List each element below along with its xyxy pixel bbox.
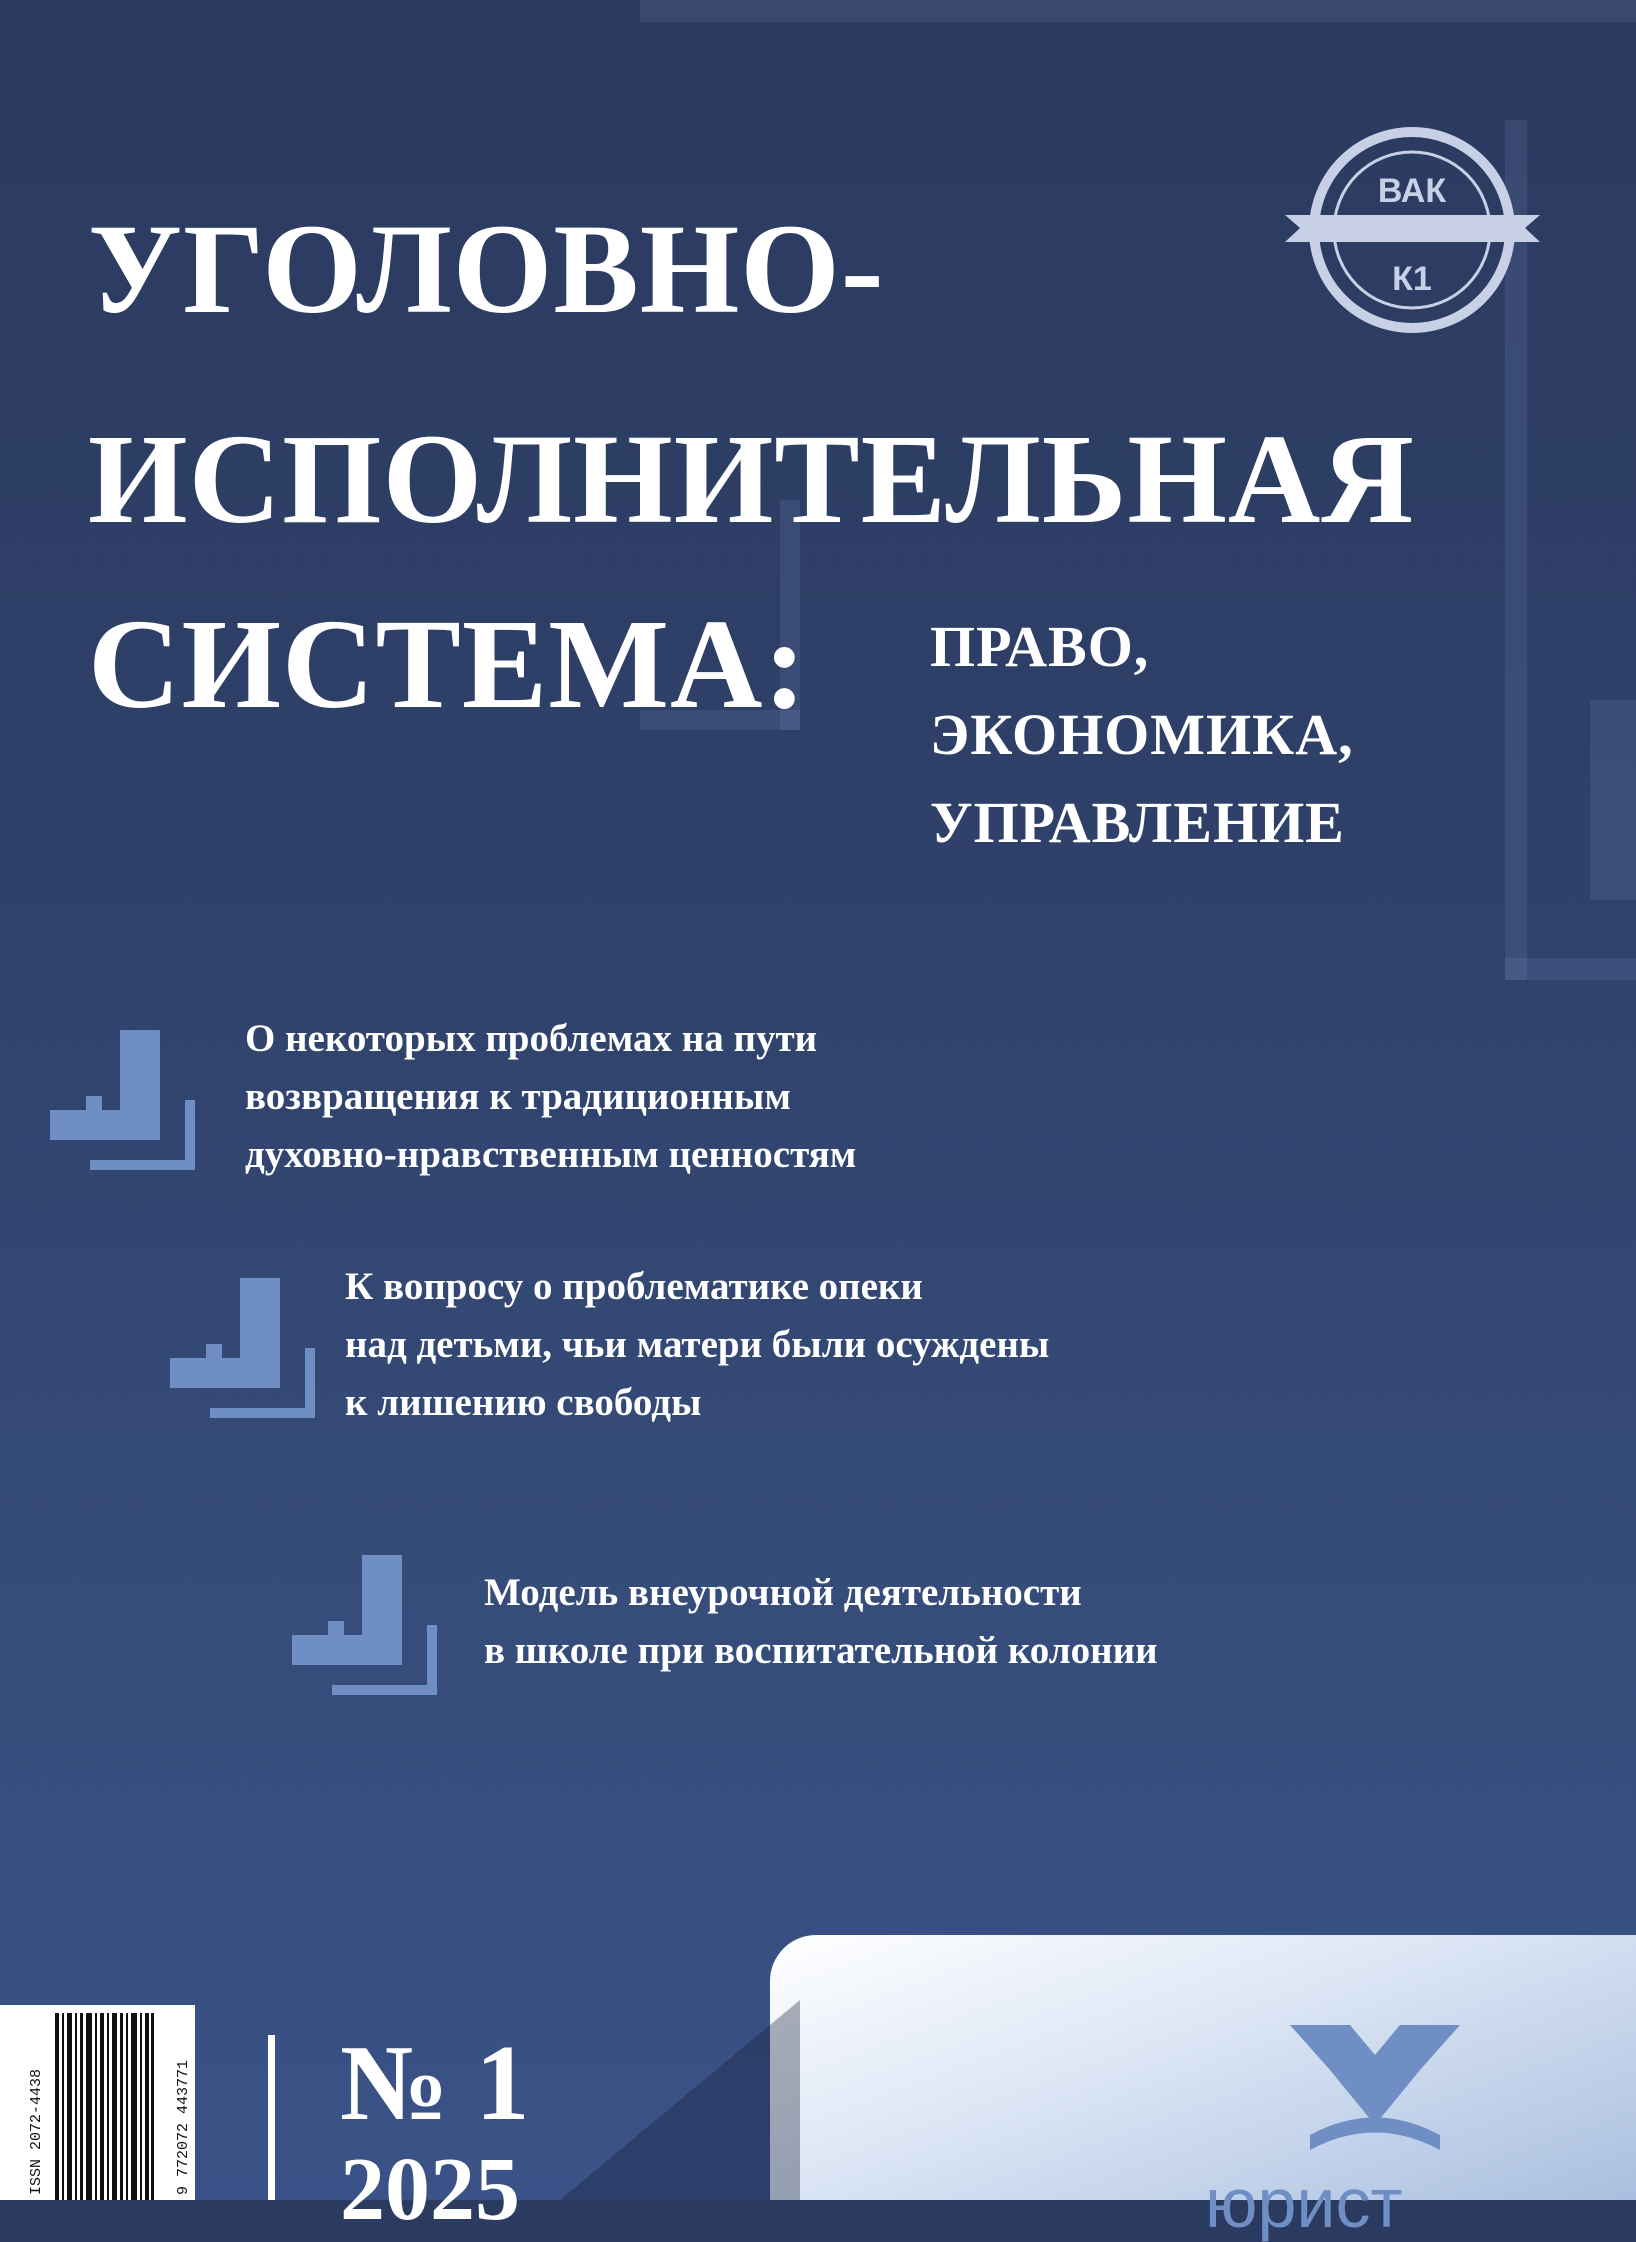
title-line-3: СИСТЕМА: [88, 593, 808, 735]
article-bullet-icon-1 [50, 1030, 200, 1175]
issue-number: № 1 [340, 2024, 530, 2143]
article-3-line-2: в школе при воспитательной колонии [484, 1629, 1158, 1672]
badge-bottom-text: К1 [1392, 260, 1432, 298]
issue-year: 2025 [340, 2140, 520, 2239]
barcode-bars [55, 2013, 155, 2200]
decor-frame-top [640, 0, 1636, 22]
decor-frame-right-bottom [1505, 958, 1636, 980]
decor-frame-right-inner [1590, 700, 1636, 900]
subtitle-line-1: ПРАВО, [930, 614, 1150, 679]
barcode-digits: 9 772072 443771 [175, 2059, 192, 2195]
title-line-1: УГОЛОВНО- [88, 198, 885, 340]
article-bullet-icon-2 [170, 1278, 320, 1423]
issue-separator [268, 2035, 275, 2200]
subtitle-line-2: ЭКОНОМИКА, [930, 702, 1354, 767]
article-1-line-2: возвращения к традиционным [245, 1075, 791, 1118]
barcode-issn-text: ISSN 2072-4438 [28, 2068, 45, 2195]
article-2-line-1: К вопросу о проблематике опеки [345, 1265, 923, 1308]
article-bullet-icon-3 [292, 1555, 442, 1700]
article-1-line-3: духовно-нравственным ценностям [245, 1133, 857, 1176]
title-line-2: ИСПОЛНИТЕЛЬНАЯ [88, 408, 1415, 550]
subtitle-line-3: УПРАВЛЕНИЕ [930, 790, 1345, 855]
article-2-line-2: над детьми, чьи матери были осуждены [345, 1323, 1050, 1366]
vak-badge [1285, 120, 1540, 340]
article-headline-2 [345, 1258, 1049, 1432]
publisher-panel [770, 1935, 1636, 2200]
barcode [0, 2005, 195, 2200]
article-1-line-1: О некоторых проблемах на пути [245, 1017, 818, 1060]
article-2-line-3: к лишению свободы [345, 1381, 702, 1424]
article-headline-3 [484, 1564, 1158, 1680]
article-3-line-1: Модель внеурочной деятельности [484, 1571, 1082, 1614]
article-headline-1 [245, 1010, 856, 1184]
badge-ribbon [1285, 215, 1540, 242]
publisher-name-partial: юрист [1205, 2164, 1403, 2242]
publisher-panel-shadow [560, 2000, 800, 2200]
badge-top-text: ВАК [1377, 172, 1447, 210]
publisher-logo-icon [1290, 2015, 1460, 2165]
